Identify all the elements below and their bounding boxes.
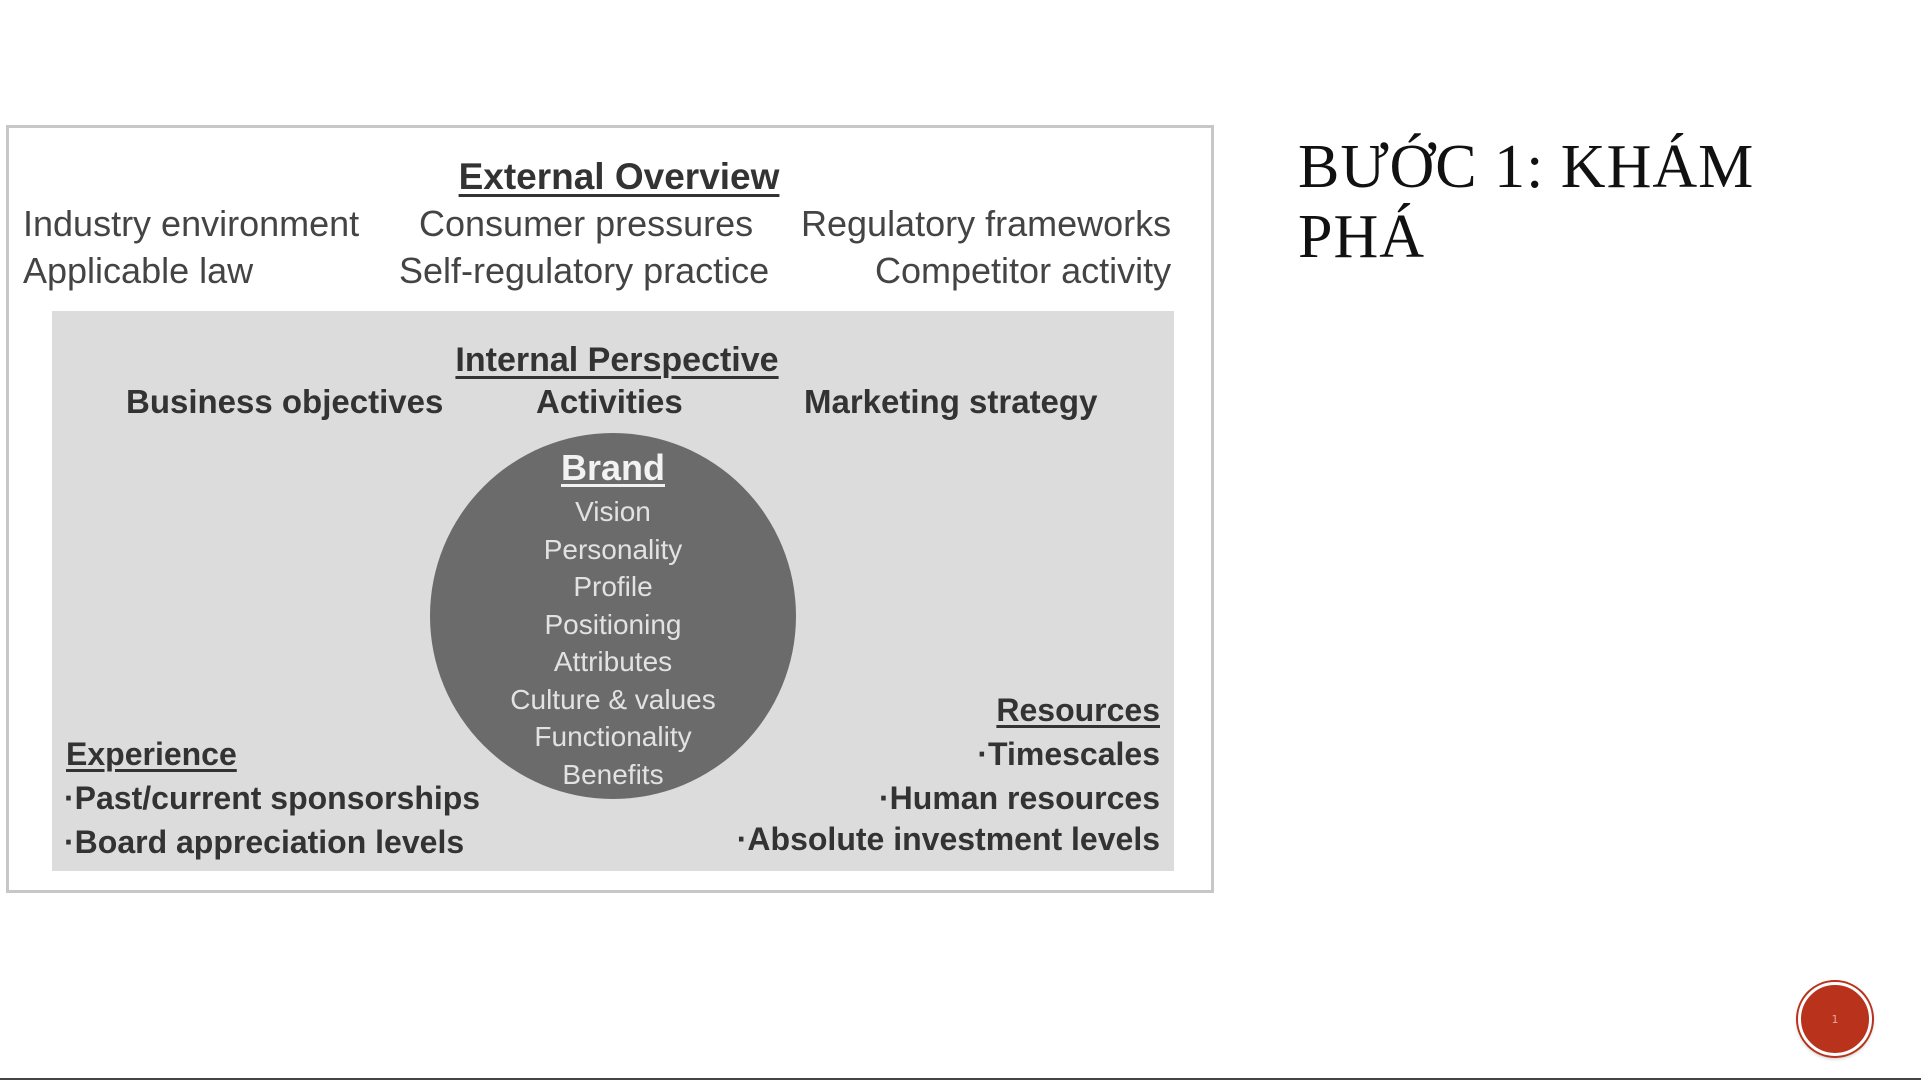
- external-item-consumer-pressures: Consumer pressures: [419, 203, 754, 244]
- brand-item-functionality: Functionality: [534, 721, 692, 752]
- experience-title: Experience: [66, 736, 237, 772]
- resources-title: Resources: [996, 692, 1160, 728]
- external-overview-title: External Overview: [458, 156, 780, 197]
- strategy-diagram: [6, 125, 1214, 893]
- experience-item-board-appreciation: ·Board appreciation levels: [64, 824, 465, 860]
- resources-item-investment-levels: ·Absolute investment levels: [736, 821, 1160, 857]
- brand-circle: [430, 433, 796, 799]
- resources-item-timescales: ·Timescales: [977, 736, 1160, 772]
- brand-item-vision: Vision: [575, 496, 651, 527]
- brand-item-attributes: Attributes: [553, 646, 673, 677]
- bottom-divider: [0, 1078, 1921, 1080]
- brand-item-benefits: Benefits: [562, 758, 664, 790]
- external-item-industry-environment: Industry environment: [23, 203, 360, 244]
- experience-item-sponsorships: ·Past/current sponsorships: [64, 780, 481, 816]
- external-item-self-regulatory-practice: Self-regulatory practice: [399, 250, 770, 291]
- internal-perspective-panel: [52, 311, 1174, 871]
- brand-attributes-list: [430, 493, 796, 793]
- internal-item-marketing-strategy: Marketing strategy: [804, 383, 1098, 420]
- internal-item-business-objectives: Business objectives: [126, 383, 444, 420]
- page-number-button[interactable]: [1798, 982, 1872, 1056]
- brand-item-culture-values: Culture & values: [510, 683, 716, 715]
- external-item-regulatory-frameworks: Regulatory frameworks: [801, 203, 1172, 244]
- brand-item-positioning: Positioning: [544, 608, 682, 640]
- page-number-label: 1: [1831, 1012, 1839, 1026]
- brand-title: Brand: [560, 447, 665, 488]
- brand-item-profile: Profile: [573, 571, 653, 602]
- external-item-competitor-activity: Competitor activity: [875, 250, 1172, 291]
- brand-item-personality: Personality: [543, 533, 683, 565]
- resources-item-human-resources: ·Human resources: [879, 780, 1160, 816]
- external-item-applicable-law: Applicable law: [23, 250, 254, 291]
- slide-title: BƯỚC 1: KHÁM PHÁ: [1298, 133, 1755, 271]
- internal-perspective-title: Internal Perspective: [455, 341, 779, 379]
- internal-item-activities: Activities: [536, 383, 683, 420]
